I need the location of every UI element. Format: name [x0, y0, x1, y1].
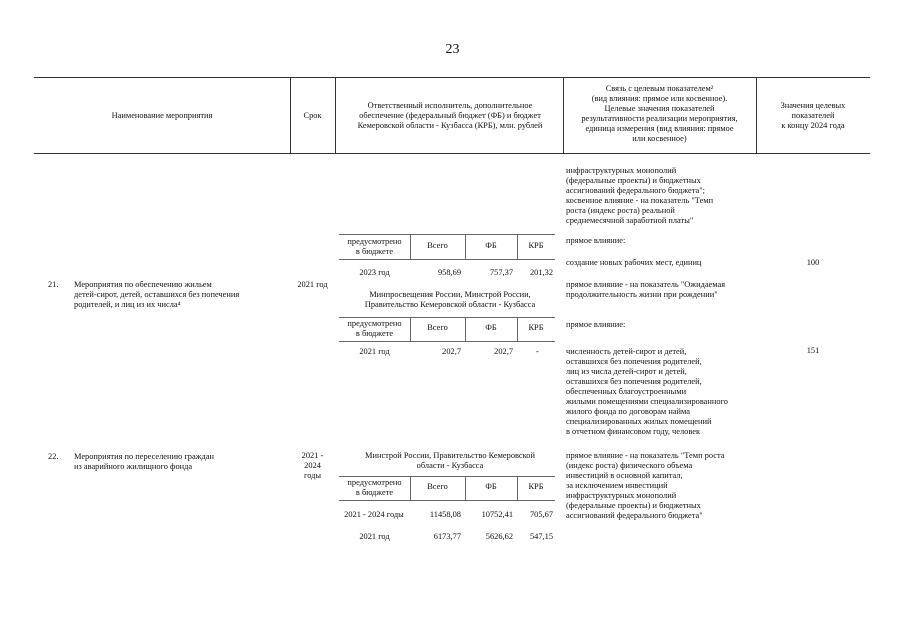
subtable-line — [339, 341, 555, 342]
header-bottom-border — [34, 153, 870, 154]
link-continuation: инфраструктурных монополий (федеральные проекты) и бюджетных ассигнований федерального бюджета"; косвенное влияние - на показатель "Темп роста (индекс роста) реальной среднемесячной заработной платы" — [566, 166, 714, 225]
budget-krb: 705,67 — [529, 510, 553, 519]
row22-executor: Минстрой России, Правительство Кемеровской области - Кузбасса — [365, 451, 535, 470]
budget-provided-label: предусмотрено в бюджете — [347, 319, 402, 338]
budget-total-label: Всего — [427, 482, 448, 491]
budget-year: 2021 год — [359, 347, 390, 356]
subtable-line — [339, 476, 555, 477]
row21-name: Мероприятия по обеспечению жильем детей-сирот, детей, оставшихся без попечения родителей, и лиц из их числа⁴ — [74, 280, 240, 309]
budget-krb-label: КРБ — [528, 482, 544, 491]
budget-year: 2023 год — [359, 268, 390, 277]
budget-fb-label: ФБ — [485, 323, 497, 332]
page-number: 23 — [445, 42, 460, 57]
budget-total-label: Всего — [427, 241, 448, 250]
budget-krb: - — [536, 347, 539, 356]
budget-year: 2021 - 2024 годы — [344, 510, 404, 519]
row21-executor: Минпросвещения России, Минстрой России, Правительство Кемеровской области - Кузбасса — [364, 290, 536, 309]
budget-krb: 201,32 — [529, 268, 553, 277]
budget-fb-label: ФБ — [485, 241, 497, 250]
budget-total-label: Всего — [427, 323, 448, 332]
row22-name: Мероприятия по переселению граждан из аварийного жилищного фонда — [74, 452, 214, 471]
subtable-line — [339, 234, 555, 235]
budget-fb: 757,37 — [489, 268, 513, 277]
budget-krb-label: КРБ — [528, 323, 544, 332]
col-divider — [335, 77, 336, 153]
budget-fb-label: ФБ — [485, 482, 497, 491]
budget-total: 11458,08 — [429, 510, 461, 519]
budget-fb: 10752,41 — [481, 510, 513, 519]
budget-provided-label: предусмотрено в бюджете — [347, 478, 402, 497]
subtable-line — [339, 259, 555, 260]
header-name: Наименование мероприятия — [111, 111, 213, 120]
header-executor: Ответственный исполнитель, дополнительное обеспечение (федеральный бюджет (ФБ) и бюджет Кемеровской области - Кузбасса (КРБ), млн. рублей — [357, 101, 543, 130]
budget-krb-label: КРБ — [528, 241, 544, 250]
subtable-line — [339, 317, 555, 318]
budget-fb: 202,7 — [494, 347, 513, 356]
row22-link: прямое влияние - на показатель "Темп роста (индекс роста) физического объема инвестиций в основной капитал, за исключением инвестиций инфраструктурных монополий (федеральные проекты) и бюджетных ассигнований федерального бюджета" — [566, 451, 725, 520]
row21-number: 21. — [48, 280, 59, 289]
row22-number: 22. — [48, 452, 59, 461]
budget-total: 958,69 — [437, 268, 461, 277]
header-values: Значения целевых показателей к концу 2024 года — [780, 101, 846, 130]
row21-link-orphans: численность детей-сирот и детей, оставшихся без попечения родителей, лиц из числа детей-сирот и детей, оставшихся без попечения родителей, обеспеченных благоустроенными жилыми помещениями специализированного жилого фонда по договорам найма специализированных жилых помещений в отчетном финансовом году, человек — [566, 347, 728, 436]
row21-term: 2021 год — [297, 280, 328, 289]
row21-link-life: прямое влияние - на показатель "Ожидаемая продолжительность жизни при рождении" — [566, 280, 726, 299]
header-link: Связь с целевым показателем² (вид влияния: прямое или косвенное). Целевые значения показателей результативности реализации мероприятия, единица измерения (вид влияния: прямое или косвенное) — [581, 84, 738, 143]
budget-krb: 547,15 — [529, 532, 553, 541]
row21-link-direct: прямое влияние: — [566, 320, 626, 329]
table-top-border — [34, 77, 870, 78]
budget-year: 2021 год — [359, 532, 390, 541]
budget-total: 202,7 — [442, 347, 461, 356]
link-jobs: создание новых рабочих мест, единиц — [566, 258, 702, 267]
budget-total: 6173,77 — [433, 532, 461, 541]
header-term: Срок — [303, 111, 322, 120]
row22-term: 2021 - 2024 годы — [301, 451, 324, 480]
row21-value: 151 — [806, 346, 820, 355]
budget-provided-label: предусмотрено в бюджете — [347, 237, 402, 256]
subtable-line — [339, 500, 555, 501]
budget-fb: 5626,62 — [485, 532, 513, 541]
link-direct-label: прямое влияние: — [566, 236, 626, 245]
value-jobs: 100 — [806, 258, 820, 267]
